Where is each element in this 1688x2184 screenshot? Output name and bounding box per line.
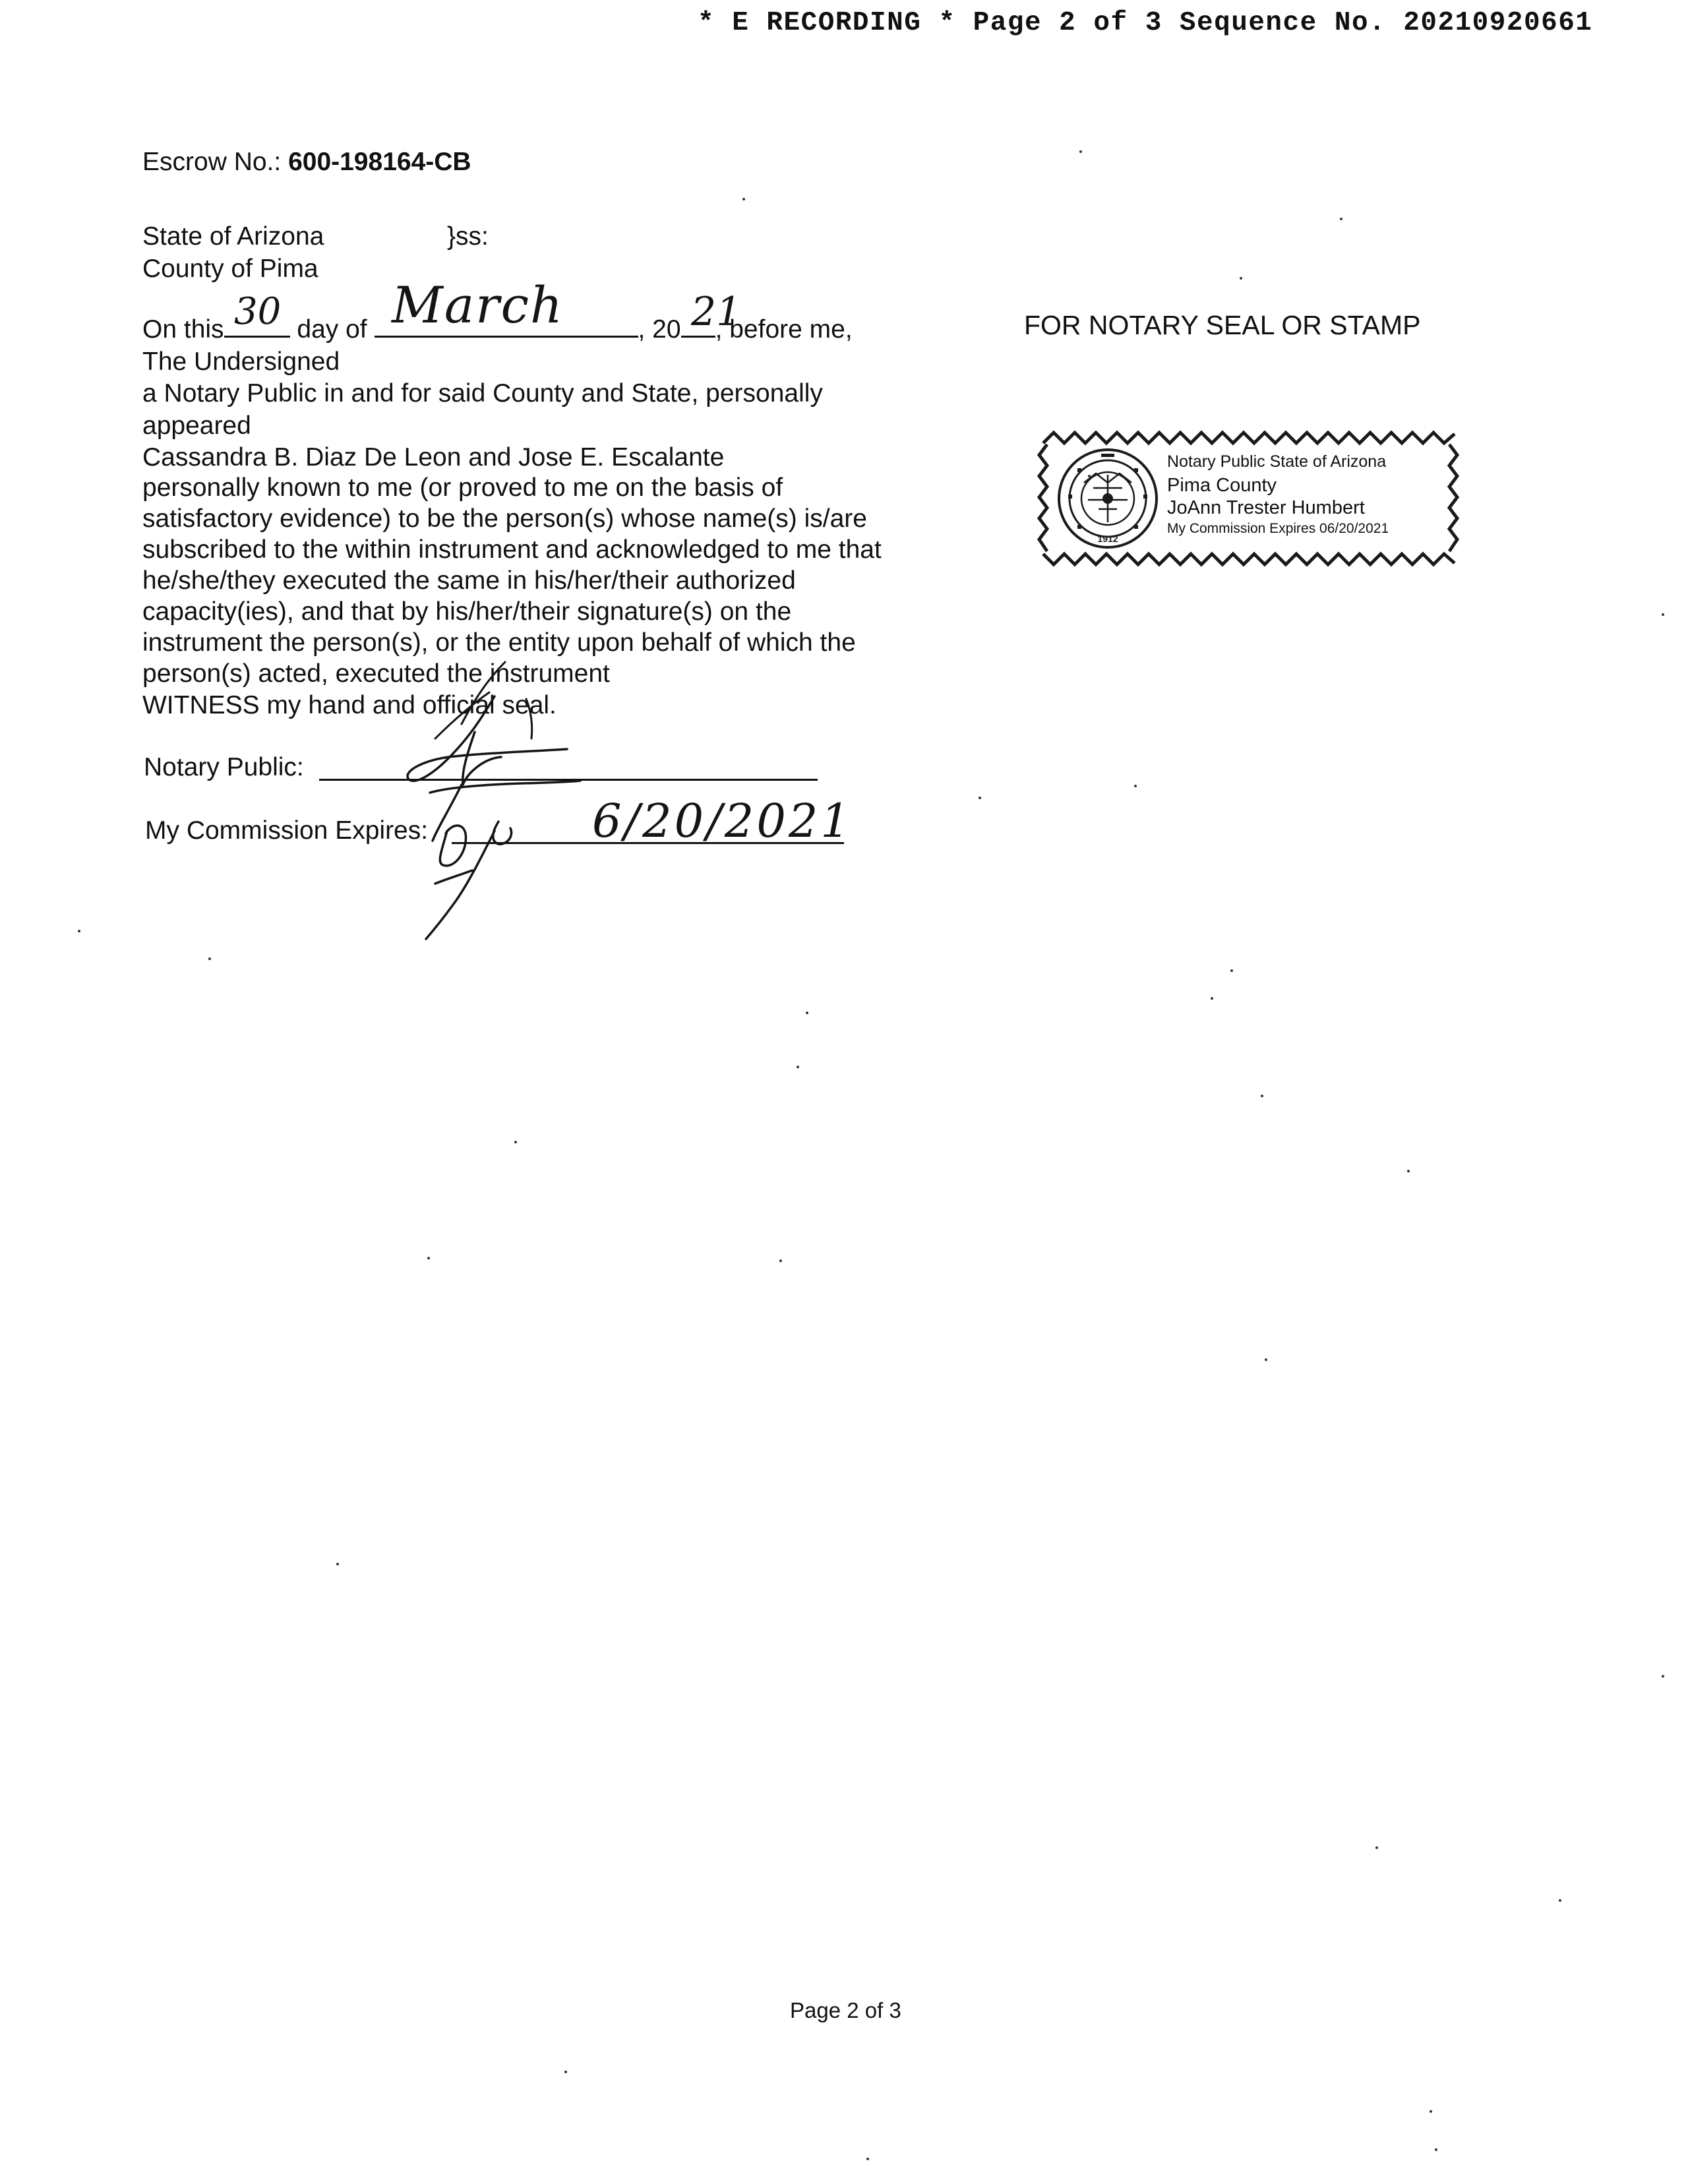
- year-prefix: , 20: [638, 315, 681, 344]
- witness-line: WITNESS my hand and official seal.: [142, 691, 557, 719]
- handwritten-month: March: [392, 276, 564, 334]
- ack-line: person(s) acted, executed the instrument: [142, 659, 610, 688]
- scan-speck: [1662, 613, 1664, 616]
- venue-state: State of Arizona: [142, 222, 324, 251]
- on-this-label: On this: [142, 315, 224, 344]
- scan-speck: [742, 198, 745, 200]
- handwritten-commission-date: 6/20/2021: [592, 794, 853, 848]
- ack-line: appeared: [142, 411, 251, 440]
- stamp-line: Notary Public State of Arizona: [1167, 452, 1387, 471]
- stamp-line: JoAnn Trester Humbert: [1167, 497, 1365, 518]
- commission-expires-label: My Commission Expires:: [145, 816, 429, 845]
- scan-speck: [979, 797, 981, 799]
- recording-header: * E RECORDING * Page 2 of 3 Sequence No. 20210920661: [698, 8, 1593, 38]
- scan-speck: [806, 1012, 808, 1014]
- scan-speck: [1435, 2148, 1437, 2151]
- seal-year: 1912: [1097, 533, 1118, 544]
- scan-speck: [1134, 785, 1137, 787]
- ack-line: Cassandra B. Diaz De Leon and Jose E. Escalante: [142, 443, 725, 471]
- scan-speck: [1559, 1899, 1561, 1902]
- ack-line: subscribed to the within instrument and acknowledged to me that: [142, 535, 882, 564]
- scan-speck: [1265, 1358, 1267, 1361]
- scan-speck: [797, 1066, 799, 1068]
- notary-public-label: Notary Public:: [144, 753, 304, 781]
- escrow-line: [142, 146, 471, 178]
- handwritten-day: 30: [234, 290, 282, 333]
- notary-stamp: [1035, 422, 1464, 574]
- scan-speck: [78, 930, 80, 932]
- scan-speck: [1088, 475, 1091, 477]
- day-of-label: day of: [297, 315, 367, 344]
- ack-line: he/she/they executed the same in his/her/their authorized: [142, 566, 796, 595]
- scan-speck: [1261, 1095, 1263, 1097]
- escrow-number: 600-198164-CB: [288, 148, 471, 176]
- scan-speck: [1079, 150, 1082, 153]
- ack-line: instrument the person(s), or the entity upon behalf of which the: [142, 628, 856, 657]
- scan-speck: [1230, 969, 1233, 972]
- venue-ss: }ss:: [447, 222, 489, 251]
- ack-line: satisfactory evidence) to be the person(s) whose name(s) is/are: [142, 504, 867, 533]
- scan-speck: [514, 1141, 517, 1143]
- scan-speck: [1407, 1170, 1410, 1172]
- stamp-line: My Commission Expires 06/20/2021: [1167, 521, 1389, 536]
- before-me-label: , before me,: [715, 315, 853, 344]
- scan-speck: [427, 1257, 430, 1259]
- venue-county: County of Pima: [142, 255, 318, 283]
- scan-speck: [336, 1563, 339, 1565]
- stamp-line: Pima County: [1167, 475, 1277, 496]
- scan-speck: [1340, 218, 1342, 220]
- ack-line: personally known to me (or proved to me on the basis of: [142, 473, 783, 502]
- scan-speck: [564, 2071, 567, 2073]
- ack-line: a Notary Public in and for said County and State, personally: [142, 379, 823, 408]
- officer-name: The Undersigned: [142, 348, 340, 376]
- scan-speck: [1662, 1675, 1664, 1678]
- escrow-label: Escrow No.:: [142, 148, 282, 176]
- signature-overlap-strokes: [415, 653, 613, 745]
- page-footer: Page 2 of 3: [790, 1998, 901, 2022]
- scan-speck: [208, 957, 211, 960]
- ack-line: capacity(ies), and that by his/her/their signature(s) on the: [142, 597, 792, 626]
- handwritten-year: 21: [691, 289, 742, 335]
- stamp-caption: FOR NOTARY SEAL OR STAMP: [1024, 310, 1421, 340]
- scan-speck: [1375, 1846, 1378, 1849]
- scan-speck: [779, 1259, 782, 1262]
- scan-speck: [1430, 2110, 1432, 2113]
- scan-speck: [866, 2158, 869, 2160]
- scan-speck: [1211, 997, 1213, 1000]
- scan-speck: [1240, 277, 1242, 280]
